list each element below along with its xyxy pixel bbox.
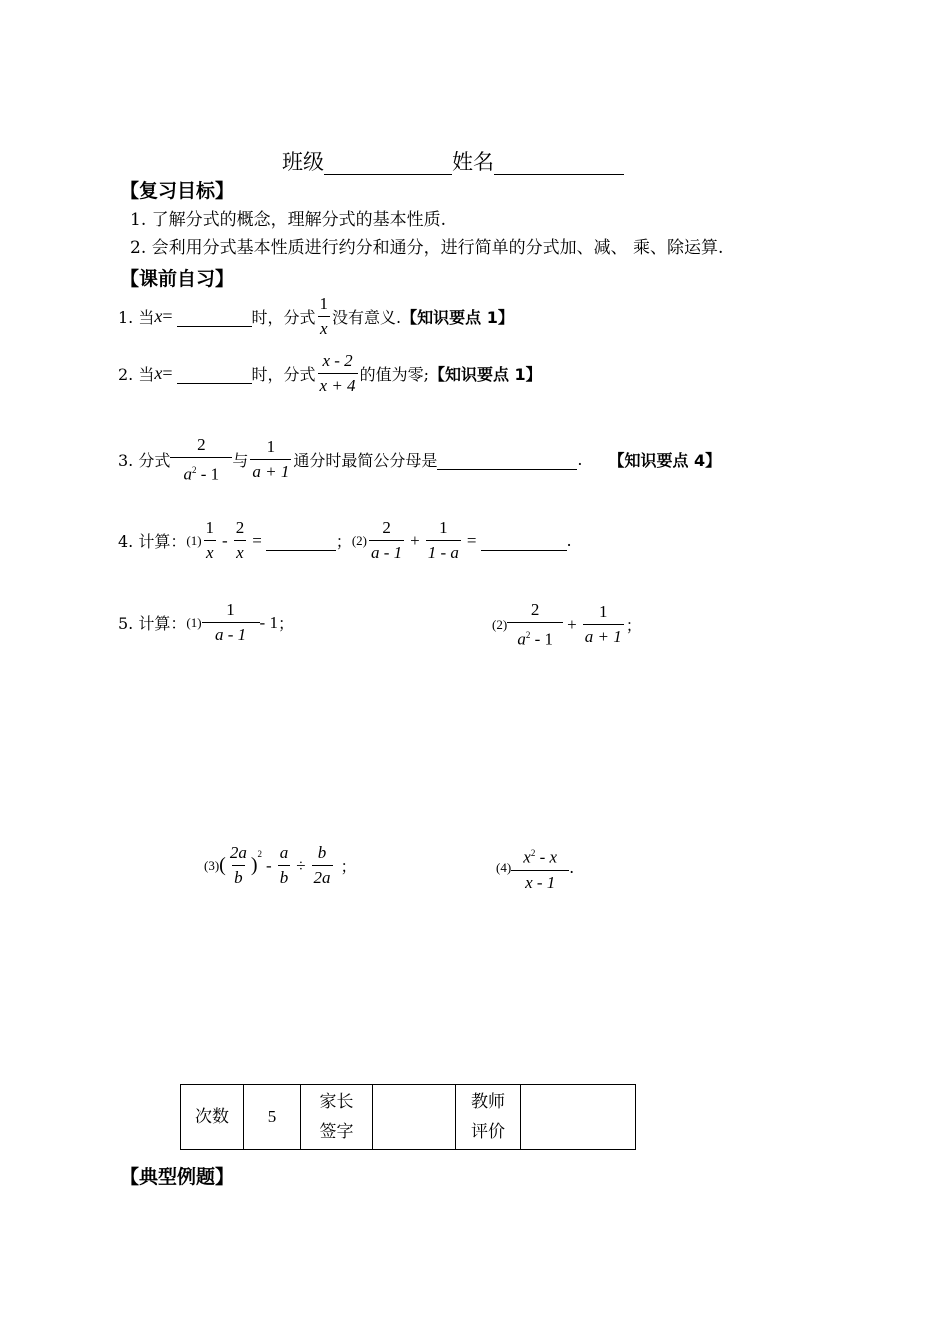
q5-p1-den: a - 1	[202, 622, 260, 645]
q3-fraction-1	[172, 435, 230, 485]
q5-p2-label: (2)	[492, 616, 508, 632]
q4-fraction-c	[369, 518, 404, 563]
question-5-part-3	[204, 843, 357, 888]
q4-fraction-a	[204, 518, 217, 563]
q1-fraction	[318, 294, 331, 339]
q5-p4-end: .	[569, 858, 575, 878]
q5-p3-fraction-3	[312, 843, 333, 888]
q4-c-den: a - 1	[369, 540, 404, 563]
q5-p4-num-rest: - x	[535, 847, 558, 867]
q5-p1-label: (1)	[186, 614, 202, 630]
q3-mid: 通分时最简公分母是	[293, 451, 438, 471]
q1-var: x	[154, 306, 163, 326]
question-5-part-2	[492, 600, 642, 650]
q5-p3-minus: -	[266, 855, 272, 875]
q2-suffix: 的值为零;	[359, 365, 429, 384]
q5-p3-label: (3)	[204, 857, 220, 873]
q1-blank[interactable]	[177, 307, 252, 327]
q1-tag: 【知识要点 1】	[401, 308, 514, 327]
q5-p3-f3-den: 2a	[312, 865, 333, 888]
section-examples: 【典型例题】	[120, 1166, 235, 1188]
q5-p1-fraction	[204, 600, 258, 645]
q5-p2-semi: ；	[625, 616, 642, 636]
q5-p1-tail: - 1	[259, 612, 278, 632]
q3-f1-num: 2	[197, 435, 206, 454]
q1-den: x	[318, 316, 330, 339]
q4-b-num: 2	[235, 518, 245, 537]
question-3	[118, 435, 721, 485]
q2-eq: =	[162, 363, 173, 383]
q4-fraction-b	[234, 518, 247, 563]
q5-p1-semi: ；	[277, 614, 294, 633]
q5-p2-f2-den: a + 1	[583, 624, 624, 647]
q5-p2-f1-den-a: a	[517, 629, 526, 649]
question-5-part-4	[496, 843, 574, 893]
q3-tag: 【知识要点 4】	[608, 451, 722, 471]
q4-blank-1[interactable]	[266, 531, 336, 551]
question-1	[118, 294, 514, 339]
evaluation-table	[180, 1084, 636, 1150]
q5-p2-f1-den	[507, 622, 563, 650]
q4-a-num: 1	[205, 518, 215, 537]
q3-f1-den	[170, 457, 232, 485]
goal-2: 2. 会利用分式基本性质进行约分和通分，进行简单的分式加、减、 乘、除运算.	[130, 238, 724, 258]
q4-fraction-d	[426, 518, 461, 563]
q2-den: x + 4	[318, 373, 358, 396]
q5-p2-fraction-2	[583, 602, 624, 647]
q3-and: 与	[232, 451, 249, 471]
q5-prefix: 5. 计算：	[118, 614, 187, 633]
q5-p3-semi: ；	[340, 857, 357, 876]
q3-fraction-2	[250, 437, 291, 482]
q1-mid: 时，分式	[251, 308, 316, 327]
q4-part2-label: (2)	[351, 532, 367, 548]
q5-p1-num: 1	[226, 600, 235, 619]
q4-blank-2[interactable]	[481, 531, 567, 551]
q2-mid: 时，分式	[251, 365, 316, 384]
name-blank[interactable]	[494, 150, 624, 175]
teacher-label-1: 教师	[471, 1092, 505, 1112]
section-preview: 【课前自习】	[120, 268, 235, 290]
q4-eq-2: =	[466, 530, 477, 550]
q4-prefix: 4. 计算：	[118, 532, 187, 551]
parent-label-cell	[301, 1085, 373, 1150]
q3-blank[interactable]	[437, 450, 577, 470]
goal-1: 1. 了解分式的概念，理解分式的基本性质.	[130, 210, 447, 230]
table-row	[181, 1085, 636, 1150]
class-label: 班级	[282, 150, 324, 174]
teacher-label-2: 评价	[471, 1122, 505, 1142]
q3-prefix: 3. 分式	[118, 451, 171, 471]
header-line	[282, 146, 624, 176]
q5-p4-num-exp: 2	[530, 848, 536, 858]
q5-p2-f1-den-rest: - 1	[530, 629, 553, 649]
q5-p2-plus: +	[567, 614, 577, 634]
question-4	[118, 518, 572, 563]
q4-plus: +	[410, 530, 420, 550]
q5-p3-f2-num: a	[279, 843, 289, 862]
q5-p3-f3-num: b	[317, 843, 327, 862]
q2-var: x	[154, 363, 163, 383]
q4-part1-label: (1)	[186, 532, 202, 548]
q3-end: .	[577, 450, 583, 470]
q4-sep: ；	[335, 532, 352, 551]
q5-p4-num-x: x	[523, 847, 531, 867]
q5-p3-f1-den: b	[232, 865, 245, 888]
count-value-cell: 5	[244, 1085, 301, 1150]
q5-p3-fraction-2	[278, 843, 291, 888]
q2-blank[interactable]	[177, 364, 252, 384]
q5-p3-open: (	[219, 854, 226, 876]
q4-b-den: x	[234, 540, 246, 563]
q5-p2-fraction-1	[509, 600, 561, 650]
question-2	[118, 351, 542, 396]
q4-a-den: x	[204, 540, 216, 563]
q5-p2-f1-num: 2	[530, 600, 540, 619]
q5-p4-label: (4)	[496, 859, 512, 875]
count-label-cell: 次数	[181, 1085, 244, 1150]
q5-p4-den: x - 1	[511, 870, 569, 893]
q3-f2-den: a + 1	[250, 459, 291, 482]
q1-suffix: 没有意义.	[332, 308, 402, 327]
class-blank[interactable]	[324, 150, 452, 175]
question-5-part-1	[118, 600, 294, 645]
q5-p4-num	[521, 843, 559, 870]
teacher-evaluation-cell[interactable]	[521, 1085, 636, 1150]
q5-p3-div: ÷	[296, 855, 306, 875]
teacher-label-cell	[456, 1085, 521, 1150]
q5-p2-f1-den-exp: 2	[525, 630, 531, 640]
q3-f1-den-rest: - 1	[196, 464, 220, 484]
q5-p3-f1-num: 2a	[229, 843, 247, 862]
q4-c-num: 2	[382, 518, 391, 537]
name-label: 姓名	[452, 150, 494, 174]
q5-p3-fraction-1	[228, 843, 249, 888]
q3-f1-den-exp: 2	[192, 465, 197, 475]
q4-minus: -	[222, 530, 228, 550]
q5-p3-exp: 2	[257, 849, 263, 859]
q4-end: .	[566, 531, 572, 550]
parent-signature-cell[interactable]	[373, 1085, 456, 1150]
q5-p4-fraction	[513, 843, 567, 893]
parent-label-2: 签字	[319, 1122, 354, 1142]
q2-fraction	[318, 351, 358, 396]
q1-eq: =	[162, 306, 173, 326]
section-review-goals: 【复习目标】	[120, 180, 235, 202]
q2-tag: 【知识要点 1】	[428, 365, 542, 384]
q1-prefix: 1. 当	[118, 308, 155, 327]
q4-eq: =	[252, 530, 262, 550]
q1-num: 1	[319, 294, 329, 313]
q2-num: x - 2	[322, 351, 353, 370]
q5-p3-close: )	[250, 854, 258, 876]
parent-label-1: 家长	[319, 1092, 354, 1112]
q5-p3-f2-den: b	[278, 865, 291, 888]
q5-p2-f2-num: 1	[599, 602, 608, 622]
q3-f1-den-a: a	[183, 464, 193, 484]
q3-f2-num: 1	[266, 437, 276, 457]
q2-prefix: 2. 当	[118, 365, 155, 384]
q4-d-den: 1 - a	[426, 540, 461, 563]
q4-d-num: 1	[439, 518, 448, 537]
